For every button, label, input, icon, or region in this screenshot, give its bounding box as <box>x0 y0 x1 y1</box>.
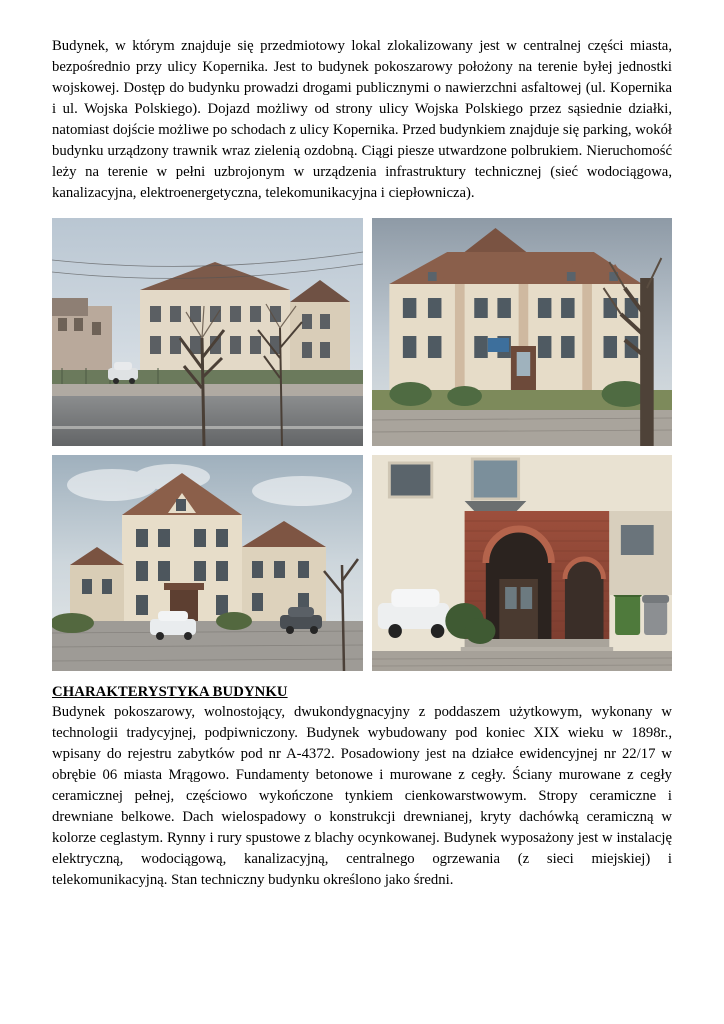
section-paragraph: Budynek pokoszarowy, wolnostojący, dwukondygnacyjny z poddaszem użytkowym, wykonany w technologii tradycyjnej, podpiwniczony. Budynek wybudowany pod koniec XIX wieku w 1898r., wpisany do rejestru zabytków pod nr A-4372. Posadowiony jest na działce ewidencyjnej nr 22/17 w obrębie 06 miasta Mrągowo. Fundamenty betonowe i murowane z cegły. Ściany murowane z cegły ceramicznej pełnej, częściowo wykończone tynkiem cienkowarstwowym. Stropy ceramiczne i drewniane belkowe. Dach wielospadowy o konstrukcji drewnianej, kryty dachówką ceramiczną w kolorze ceglastym. Rynny i rury spustowe z blachy ocynkowanej. Budynek wyposażony jest w instalację elektryczną, wodociągową, kanalizacyjną, centralnego ogrzewania (z sieci miejskiej) i telekomunikacyjną. Stan techniczny budynku określono jako średni. <box>52 704 672 889</box>
section-heading: CHARAKTERYSTYKA BUDYNKU <box>52 684 288 701</box>
photo-gallery <box>52 218 672 671</box>
photo-building-front-right <box>372 218 672 446</box>
photo-street-view-left-image <box>52 218 363 446</box>
photo-building-side-parking-image <box>52 455 363 671</box>
photo-entrance-portal <box>372 455 672 671</box>
photo-street-view-left <box>52 218 363 446</box>
photo-building-side-parking <box>52 455 363 671</box>
photo-entrance-portal-image <box>372 455 672 671</box>
photo-building-front-right-image <box>372 218 672 446</box>
intro-paragraph: Budynek, w którym znajduje się przedmiotowy lokal zlokalizowany jest w centralnej części miasta, bezpośrednio przy ulicy Kopernika. Jest to budynek pokoszarowy położony na terenie byłej jednostki wojskowej. Dostęp do budynku prowadzi drogami publicznymi o nawierzchni asfaltowej (ul. Kopernika i ul. Wojska Polskiego). Dojazd możliwy od strony ulicy Wojska Polskiego przez sąsiednie działki, natomiast dojście możliwe po schodach z ulicy Kopernika. Przed budynkiem znajduje się parking, wokół budynku urządzony trawnik wraz zielenią ozdobną. Ciągi piesze utwardzone polbrukiem. Nieruchomość leży na terenie w pełni uzbrojonym w urządzenia infrastruktury technicznej (sieć wodociągowa, kanalizacyjna, elektroenergetyczna, telekomunikacyjna i ciepłownicza). <box>52 38 672 202</box>
